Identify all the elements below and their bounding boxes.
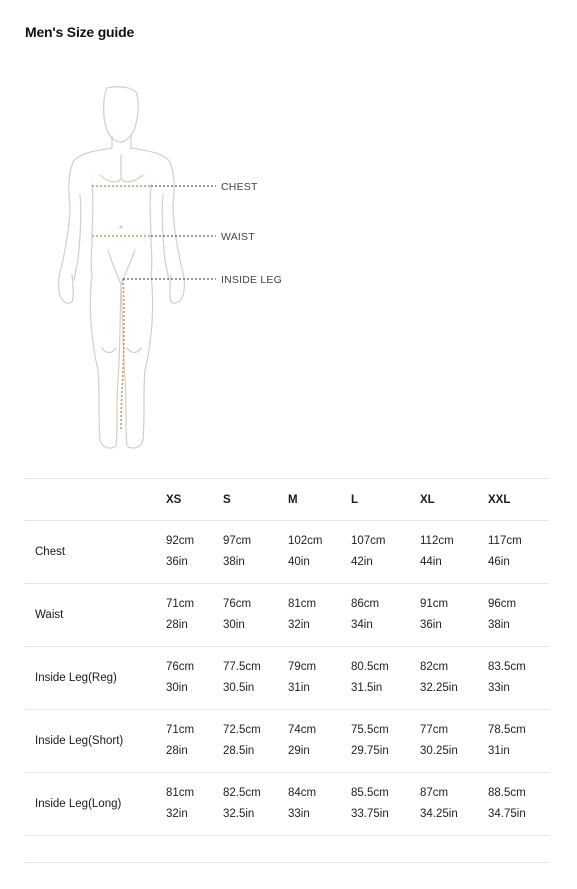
table-row-waist (25, 584, 549, 647)
table-cell: 77cm 30.25in (420, 710, 488, 773)
table-cell: 75.5cm 29.75in (351, 710, 420, 773)
header-s: S (223, 479, 288, 521)
size-table-header-row (25, 479, 549, 521)
table-cell: 85.5cm 33.75in (351, 773, 420, 836)
table-cell: 81cm 32in (288, 584, 351, 647)
table-cell: 77.5cm 30.5in (223, 647, 288, 710)
bottom-divider (25, 862, 549, 863)
table-cell: 117cm 46in (488, 521, 549, 584)
row-label: Inside Leg(Long) (25, 773, 166, 836)
page-title: Men's Size guide (25, 24, 135, 40)
inside-leg-label: INSIDE LEG (221, 274, 282, 286)
table-cell: 78.5cm 31in (488, 710, 549, 773)
table-cell: 102cm 40in (288, 521, 351, 584)
header-l: L (351, 479, 420, 521)
table-cell: 97cm 38in (223, 521, 288, 584)
table-cell: 79cm 31in (288, 647, 351, 710)
header-xs: XS (166, 479, 223, 521)
table-row-inside-leg-reg (25, 647, 549, 710)
body-outline-illustration (40, 80, 300, 460)
table-cell: 72.5cm 28.5in (223, 710, 288, 773)
row-label: Inside Leg(Short) (25, 710, 166, 773)
header-m: M (288, 479, 351, 521)
table-cell: 82cm 32.25in (420, 647, 488, 710)
row-label: Chest (25, 521, 166, 584)
table-cell: 71cm 28in (166, 584, 223, 647)
table-cell: 80.5cm 31.5in (351, 647, 420, 710)
waist-label: WAIST (221, 231, 255, 243)
table-cell: 86cm 34in (351, 584, 420, 647)
header-empty (25, 479, 166, 521)
table-cell: 107cm 42in (351, 521, 420, 584)
table-cell: 87cm 34.25in (420, 773, 488, 836)
table-cell: 76cm 30in (223, 584, 288, 647)
table-cell: 91cm 36in (420, 584, 488, 647)
table-row-inside-leg-short (25, 710, 549, 773)
table-cell: 92cm 36in (166, 521, 223, 584)
table-row-chest (25, 521, 549, 584)
header-xl: XL (420, 479, 488, 521)
table-cell: 83.5cm 33in (488, 647, 549, 710)
table-cell: 74cm 29in (288, 710, 351, 773)
table-cell: 81cm 32in (166, 773, 223, 836)
header-xxl: XXL (488, 479, 549, 521)
size-table (25, 478, 549, 836)
table-cell: 112cm 44in (420, 521, 488, 584)
row-label: Inside Leg(Reg) (25, 647, 166, 710)
table-row-inside-leg-long (25, 773, 549, 836)
table-cell: 84cm 33in (288, 773, 351, 836)
table-cell: 76cm 30in (166, 647, 223, 710)
table-cell: 88.5cm 34.75in (488, 773, 549, 836)
body-measurement-figure (40, 80, 300, 460)
chest-label: CHEST (221, 181, 258, 193)
row-label: Waist (25, 584, 166, 647)
table-cell: 82.5cm 32.5in (223, 773, 288, 836)
body-outline (59, 87, 185, 448)
table-cell: 71cm 28in (166, 710, 223, 773)
table-cell: 96cm 38in (488, 584, 549, 647)
